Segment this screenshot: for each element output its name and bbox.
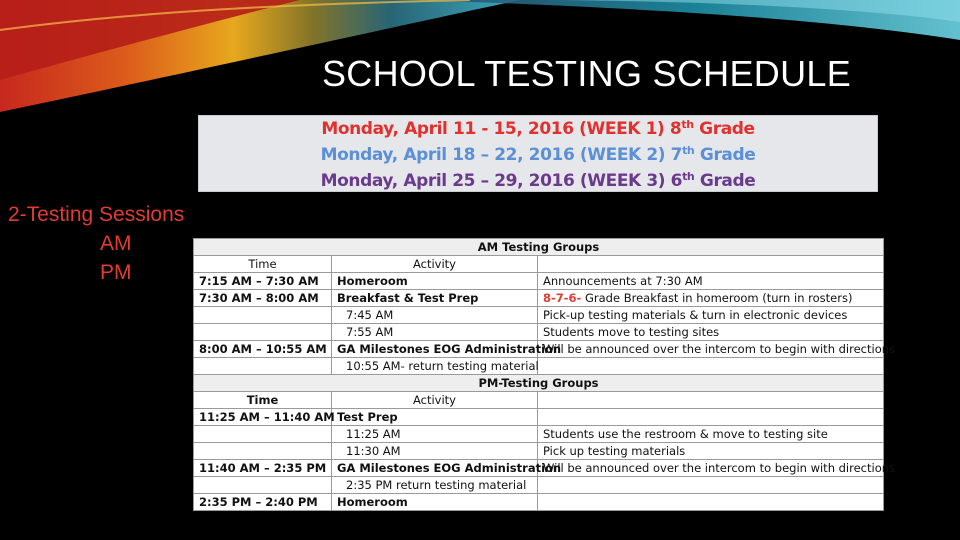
week-line-suffix: th [681,118,694,131]
row-time [194,324,332,341]
row-time [194,358,332,375]
row-activity: Test Prep [332,409,538,426]
row-note: Announcements at 7:30 AM [538,273,884,290]
am-col-notes [538,256,884,273]
row-activity: GA Milestones EOG Administration [332,460,538,477]
row-time [194,477,332,494]
row-note [538,494,884,511]
row-activity: Homeroom [332,273,538,290]
schedule-row [194,460,884,477]
week-line-tail: Grade [694,145,756,165]
schedule-row [194,307,884,324]
schedule-row [194,494,884,511]
row-activity: 2:35 PM return testing material [332,477,538,494]
row-note: Pick-up testing materials & turn in electronic devices [538,307,884,324]
week-line [199,142,877,168]
pm-column-header-row [194,392,884,409]
row-activity: 11:30 AM [332,443,538,460]
page-title: SCHOOL TESTING SCHEDULE [322,53,852,94]
row-activity: 7:55 AM [332,324,538,341]
sessions-heading: 2-Testing Sessions [8,203,185,226]
schedule-row [194,324,884,341]
week-line [199,116,877,142]
row-note: Will be announced over the intercom to begin with directions [538,460,884,477]
row-time [194,443,332,460]
row-activity: Homeroom [332,494,538,511]
session-pm-label: PM [100,261,132,284]
row-activity: 7:45 AM [332,307,538,324]
row-note [538,477,884,494]
row-note: Students use the restroom & move to testing site [538,426,884,443]
pm-col-notes [538,392,884,409]
week-line-text: Monday, April 25 – 29, 2016 (WEEK 3) 6 [320,171,683,191]
row-time: 7:15 AM – 7:30 AM [194,273,332,290]
row-note: Students move to testing sites [538,324,884,341]
row-note: Pick up testing materials [538,443,884,460]
week-line-text: Monday, April 11 - 15, 2016 (WEEK 1) 8 [321,119,682,139]
week-line-text: Monday, April 18 – 22, 2016 (WEEK 2) 7 [320,145,683,165]
row-activity: 10:55 AM- return testing material [332,358,538,375]
am-col-activity: Activity [332,256,538,273]
schedule-row [194,443,884,460]
row-time: 11:40 AM – 2:35 PM [194,460,332,477]
row-activity: Breakfast & Test Prep [332,290,538,307]
row-time: 8:00 AM – 10:55 AM [194,341,332,358]
week-line-suffix: th [682,144,695,157]
row-time [194,307,332,324]
session-am-label: AM [100,232,132,255]
am-title-row [194,239,884,256]
row-note [538,358,884,375]
schedule-row [194,477,884,494]
am-column-header-row [194,256,884,273]
row-activity: GA Milestones EOG Administration [332,341,538,358]
row-activity: 11:25 AM [332,426,538,443]
schedule-row [194,290,884,307]
row-note-grades: 8-7-6- [543,291,582,305]
schedule-row [194,358,884,375]
row-note: Will be announced over the intercom to begin with directions [538,341,884,358]
row-time [194,426,332,443]
row-time: 11:25 AM – 11:40 AM [194,409,332,426]
schedule-row [194,341,884,358]
pm-title-row [194,375,884,392]
row-note [538,290,884,307]
pm-table-title: PM-Testing Groups [194,375,884,392]
row-time: 7:30 AM – 8:00 AM [194,290,332,307]
pm-col-time: Time [194,392,332,409]
schedule-row [194,273,884,290]
am-col-time: Time [194,256,332,273]
pm-col-activity: Activity [332,392,538,409]
am-schedule-table [193,238,896,375]
week-line-suffix: th [682,170,695,183]
weeks-banner [198,115,878,192]
row-note [538,409,884,426]
schedule-row [194,409,884,426]
am-table-title: AM Testing Groups [194,239,884,256]
week-line [199,168,877,194]
pm-schedule-table [193,374,896,511]
schedule-row [194,426,884,443]
row-time: 2:35 PM – 2:40 PM [194,494,332,511]
row-note-text: Grade Breakfast in homeroom (turn in rosters) [581,291,853,305]
week-line-tail: Grade [694,171,756,191]
week-line-tail: Grade [693,119,755,139]
